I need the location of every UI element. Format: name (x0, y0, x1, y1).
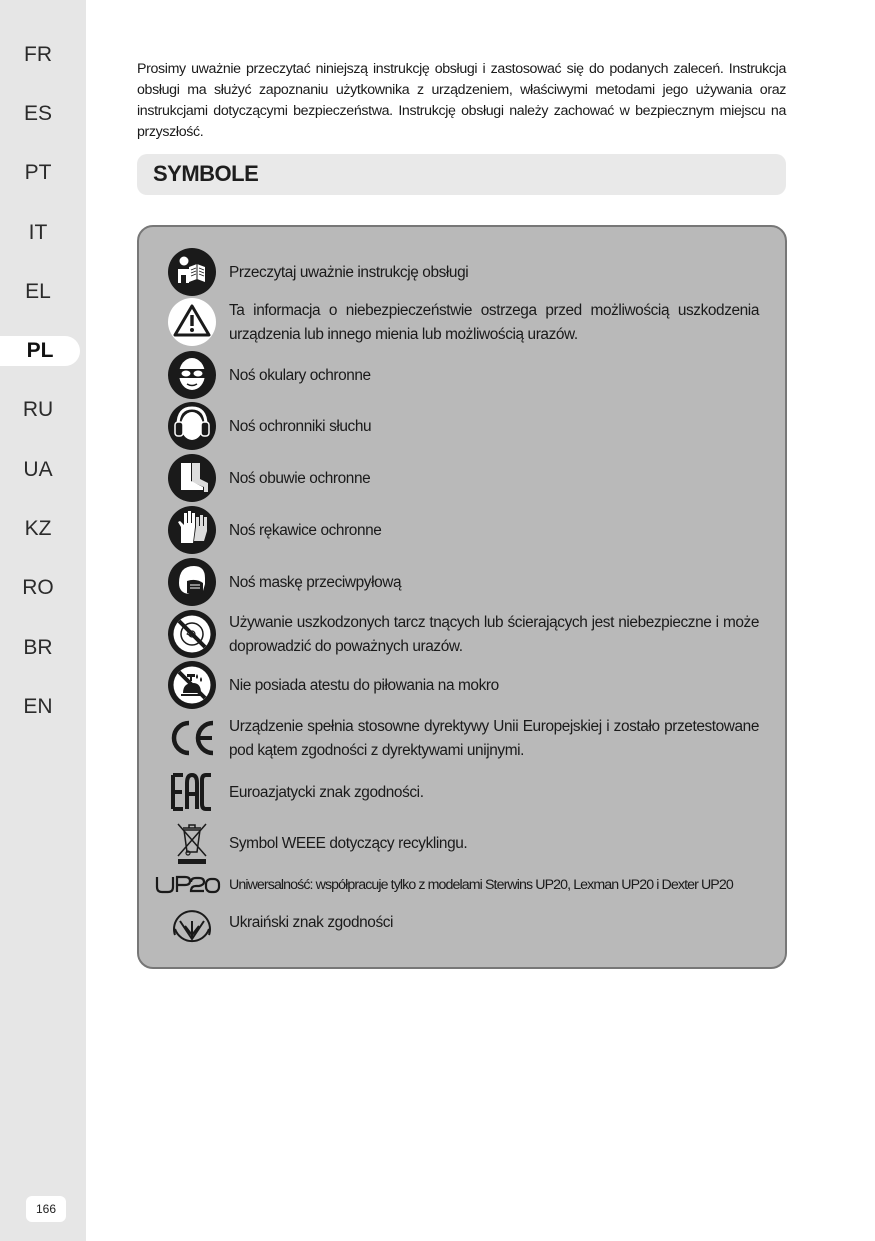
symbol-description: Przeczytaj uważnie instrukcję obsługi (229, 264, 469, 281)
safety-boots-icon (167, 453, 217, 503)
no-damaged-disc-icon (167, 609, 217, 659)
section-title: SYMBOLE (153, 161, 259, 186)
symbol-description: Nie posiada atestu do piłowania na mokro (229, 677, 499, 694)
warning-triangle-icon (167, 297, 217, 347)
lang-tab-pt[interactable]: PT (24, 161, 52, 184)
symbol-description: Noś ochronniki słuchu (229, 418, 372, 435)
symbols-panel (137, 225, 787, 969)
symbol-description: Używanie uszkodzonych tarcz tnących lub ścierających jest niebezpieczne i może doprowadzić do poważnych urazów. (229, 614, 759, 655)
lang-tab-it[interactable]: IT (28, 221, 48, 244)
page-number: 166 (26, 1196, 66, 1222)
read-manual-icon (167, 247, 217, 297)
ear-protection-icon (167, 401, 217, 451)
ukraine-conformity-icon (167, 907, 217, 957)
symbol-description: Noś maskę przeciwpyłową (229, 574, 402, 591)
symbol-description: Urządzenie spełnia stosowne dyrektywy Unii Europejskiej i zostało przetestowane pod kątem zgodności z dyrektywami unijnymi. (229, 718, 759, 759)
lang-tab-ro[interactable]: RO (22, 576, 54, 599)
lang-tab-es[interactable]: ES (23, 102, 52, 125)
lang-tab-ru[interactable]: RU (22, 398, 54, 421)
symbol-description: Symbol WEEE dotyczący recyklingu. (229, 835, 468, 852)
eac-mark-icon (167, 767, 217, 817)
weee-bin-icon (167, 818, 217, 868)
lang-tab-kz[interactable]: KZ (24, 517, 52, 540)
section-header (137, 154, 786, 195)
symbol-description: Uniwersalność: współpracuje tylko z modelami Sterwins UP20, Lexman UP20 i Dexter UP20 (229, 877, 733, 893)
symbol-description: Ta informacja o niebezpieczeństwie ostrzega przed możliwością uszkodzenia urządzenia lub innego mienia lub możliwością urazów. (229, 302, 759, 343)
intro-paragraph: Prosimy uważnie przeczytać niniejszą instrukcję obsługi i zastosować się do podanych zaleceń. Instrukcja obsługi ma służyć zapoznaniu użytkownika z urządzeniem, właściwymi metodami jego używania oraz instrukcjami dotyczącymi bezpieczeństwa. Instrukcję obsługi należy zachować w bezpiecznym miejscu na przyszłość. (137, 61, 786, 140)
symbol-description: Euroazjatycki znak zgodności. (229, 784, 424, 801)
lang-tab-en[interactable]: EN (23, 695, 53, 718)
language-sidebar (0, 0, 86, 1241)
dust-mask-icon (167, 557, 217, 607)
lang-tab-br[interactable]: BR (23, 636, 53, 659)
symbol-description: Ukraiński znak zgodności (229, 914, 394, 931)
no-wet-sanding-icon (167, 660, 217, 710)
lang-tab-pl[interactable]: PL (0, 336, 80, 366)
safety-glasses-icon (167, 350, 217, 400)
gloves-icon (167, 505, 217, 555)
lang-tab-el[interactable]: EL (25, 280, 51, 303)
lang-tab-ua[interactable]: UA (23, 458, 53, 481)
symbol-description: Noś okulary ochronne (229, 367, 371, 384)
ce-mark-icon (167, 713, 217, 763)
symbol-description: Noś obuwie ochronne (229, 470, 371, 487)
lang-tab-fr[interactable]: FR (24, 43, 52, 66)
symbol-description: Noś rękawice ochronne (229, 522, 382, 539)
